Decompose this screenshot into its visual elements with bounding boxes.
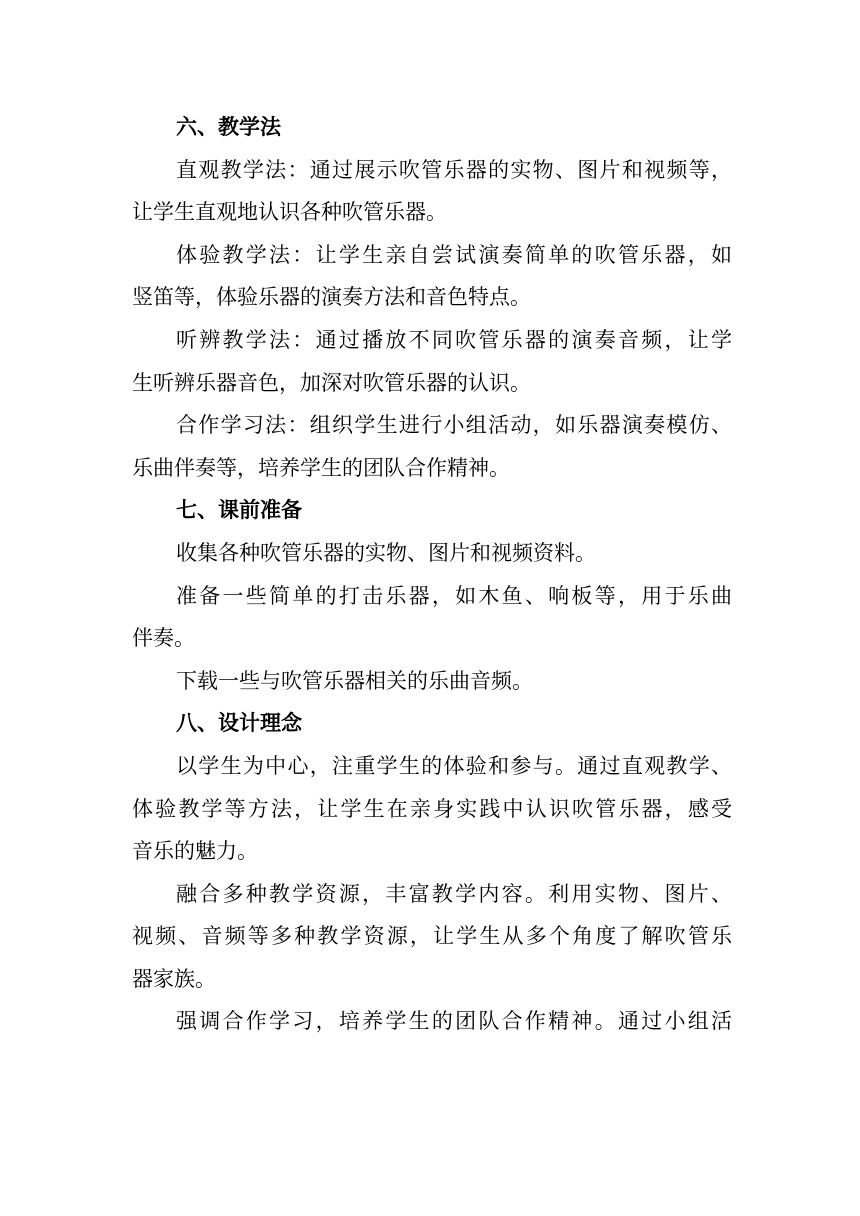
section-heading: 六、教学法 — [176, 114, 281, 139]
paragraph-line: 直观教学法：通过展示吹管乐器的实物、图片和视频等， — [176, 157, 732, 182]
paragraph-line: 融合多种教学资源，丰富教学内容。利用实物、图片、 — [176, 881, 732, 906]
section-heading: 七、课前准备 — [176, 497, 302, 523]
paragraph-line: 体验教学法：让学生亲自尝试演奏简单的吹管乐器，如 — [176, 242, 732, 267]
paragraph-line: 合作学习法：组织学生进行小组活动，如乐器演奏模仿、 — [176, 413, 732, 438]
paragraph-line: 器家族。 — [132, 966, 216, 991]
paragraph-line: 强调合作学习，培养学生的团队合作精神。通过小组活 — [176, 1009, 732, 1034]
paragraph-line: 乐曲伴奏等，培养学生的团队合作精神。 — [132, 455, 510, 480]
paragraph-line: 以学生为中心，注重学生的体验和参与。通过直观教学、 — [176, 753, 732, 778]
paragraph-line: 听辨教学法：通过播放不同吹管乐器的演奏音频，让学 — [176, 327, 732, 352]
paragraph-line: 音乐的魅力。 — [132, 839, 258, 864]
paragraph-line: 伴奏。 — [132, 626, 195, 651]
document-page — [132, 106, 732, 1043]
paragraph-line: 收集各种吹管乐器的实物、图片和视频资料。 — [176, 540, 596, 565]
paragraph-line: 体验教学等方法，让学生在亲身实践中认识吹管乐器，感受 — [132, 796, 732, 821]
paragraph-line: 下载一些与吹管乐器相关的乐曲音频。 — [176, 668, 533, 693]
paragraph-line: 生听辨乐器音色，加深对吹管乐器的认识。 — [132, 370, 531, 395]
paragraph-line: 让学生直观地认识各种吹管乐器。 — [132, 200, 447, 225]
section-heading: 八、设计理念 — [176, 710, 302, 736]
paragraph-line: 竖笛等，体验乐器的演奏方法和音色特点。 — [132, 285, 531, 310]
paragraph-line: 视频、音频等多种教学资源，让学生从多个角度了解吹管乐 — [132, 924, 732, 949]
paragraph-line: 准备一些简单的打击乐器，如木鱼、响板等，用于乐曲 — [176, 583, 732, 608]
